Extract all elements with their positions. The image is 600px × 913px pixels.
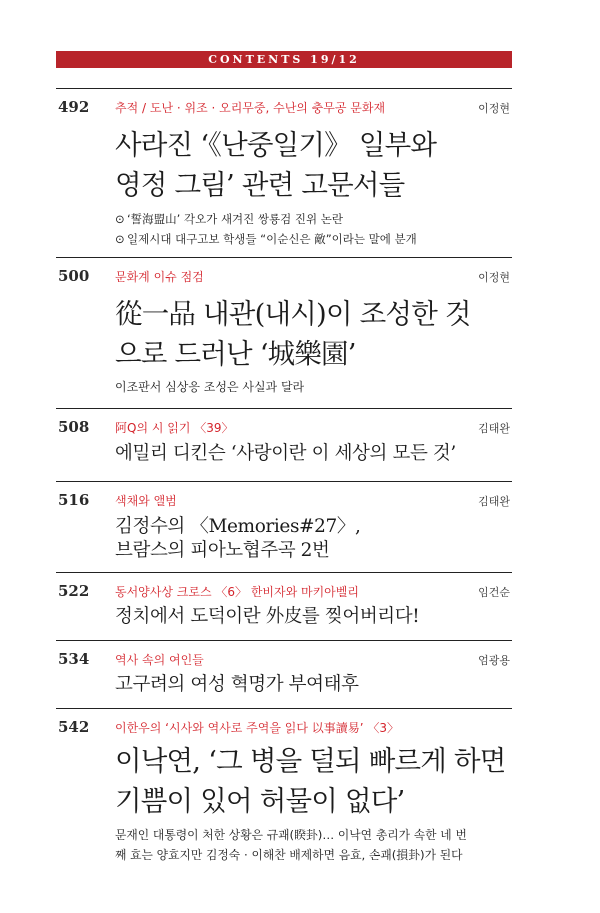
category-label: 이한우의 ‘시사와 역사로 주역을 읽다 以事讀易’ 〈3〉 bbox=[115, 721, 400, 735]
page-number: 522 bbox=[58, 582, 90, 600]
article-title: 정치에서 도덕이란 外皮를 찢어버리다! bbox=[115, 606, 420, 627]
article-description-line-1: 문재인 대통령이 처한 상황은 규괘(睽卦)… 이낙연 총리가 속한 네 번 bbox=[115, 828, 467, 842]
page-number: 542 bbox=[58, 718, 90, 736]
subpoint-1: ⊙ ‘誓海盟山’ 각오가 새겨진 쌍룡검 진위 논란 bbox=[115, 212, 344, 226]
author-name: 이정현 bbox=[478, 271, 510, 284]
article-subtitle: 이조판서 심상응 조성은 사실과 달라 bbox=[115, 380, 305, 394]
author-name: 엄광용 bbox=[478, 654, 510, 667]
author-name: 김태완 bbox=[478, 422, 510, 435]
author-name: 임건순 bbox=[478, 586, 510, 599]
page-number: 508 bbox=[58, 418, 90, 436]
subpoint-2: ⊙ 일제시대 대구고보 학생들 “이순신은 敵”이라는 말에 분개 bbox=[115, 232, 417, 246]
article-title-line-2: 브람스의 피아노협주곡 2번 bbox=[115, 540, 330, 561]
toc-entry-492[interactable] bbox=[56, 88, 512, 256]
article-title-line-2: 으로 드러난 ‘城樂園’ bbox=[115, 338, 356, 370]
page-number: 516 bbox=[58, 491, 90, 509]
article-title: 고구려의 여성 혁명가 부여태후 bbox=[115, 674, 359, 695]
category-label: 阿Q의 시 읽기 〈39〉 bbox=[115, 421, 234, 435]
category-label: 동서양사상 크로스 〈6〉 한비자와 마키아벨리 bbox=[115, 585, 359, 599]
category-label: 추적 / 도난 · 위조 · 오리무중, 수난의 충무공 문화재 bbox=[115, 101, 386, 115]
article-description-line-2: 째 효는 양효지만 김정숙 · 이해찬 배제하면 음효, 손괘(損卦)가 된다 bbox=[115, 848, 463, 862]
category-label: 색채와 앨범 bbox=[115, 494, 177, 508]
article-title-line-1: 사라진 ‘《난중일기》 일부와 bbox=[115, 129, 437, 161]
page-number: 492 bbox=[58, 98, 90, 116]
circled-dot-icon: ⊙ bbox=[115, 212, 125, 226]
article-title-line-1: 이낙연, ‘그 병을 덜되 빠르게 하면 bbox=[115, 745, 506, 777]
category-label: 문화계 이슈 점검 bbox=[115, 270, 204, 284]
toc-entry-542[interactable] bbox=[56, 708, 512, 873]
toc-entry-508[interactable] bbox=[56, 408, 512, 480]
article-title: 에밀리 디킨슨 ‘사랑이란 이 세상의 모든 것’ bbox=[115, 443, 456, 464]
toc-entry-522[interactable] bbox=[56, 572, 512, 640]
author-name: 김태완 bbox=[478, 495, 510, 508]
page-number: 534 bbox=[58, 650, 90, 668]
article-title-line-1: 김정수의 〈Memories#27〉, bbox=[115, 516, 361, 537]
contents-header: CONTENTS 19/12 bbox=[56, 51, 512, 68]
article-title-line-1: 從一品 내관(내시)이 조성한 것 bbox=[115, 298, 471, 330]
category-label: 역사 속의 여인들 bbox=[115, 653, 204, 667]
circled-dot-icon: ⊙ bbox=[115, 232, 125, 246]
article-title-line-2: 기쁨이 있어 허물이 없다’ bbox=[115, 785, 405, 817]
author-name: 이정현 bbox=[478, 102, 510, 115]
article-title-line-2: 영정 그림’ 관련 고문서들 bbox=[115, 169, 405, 201]
toc-entry-516[interactable] bbox=[56, 481, 512, 572]
toc-entry-500[interactable] bbox=[56, 257, 512, 407]
toc-entry-534[interactable] bbox=[56, 640, 512, 708]
page-number: 500 bbox=[58, 267, 90, 285]
